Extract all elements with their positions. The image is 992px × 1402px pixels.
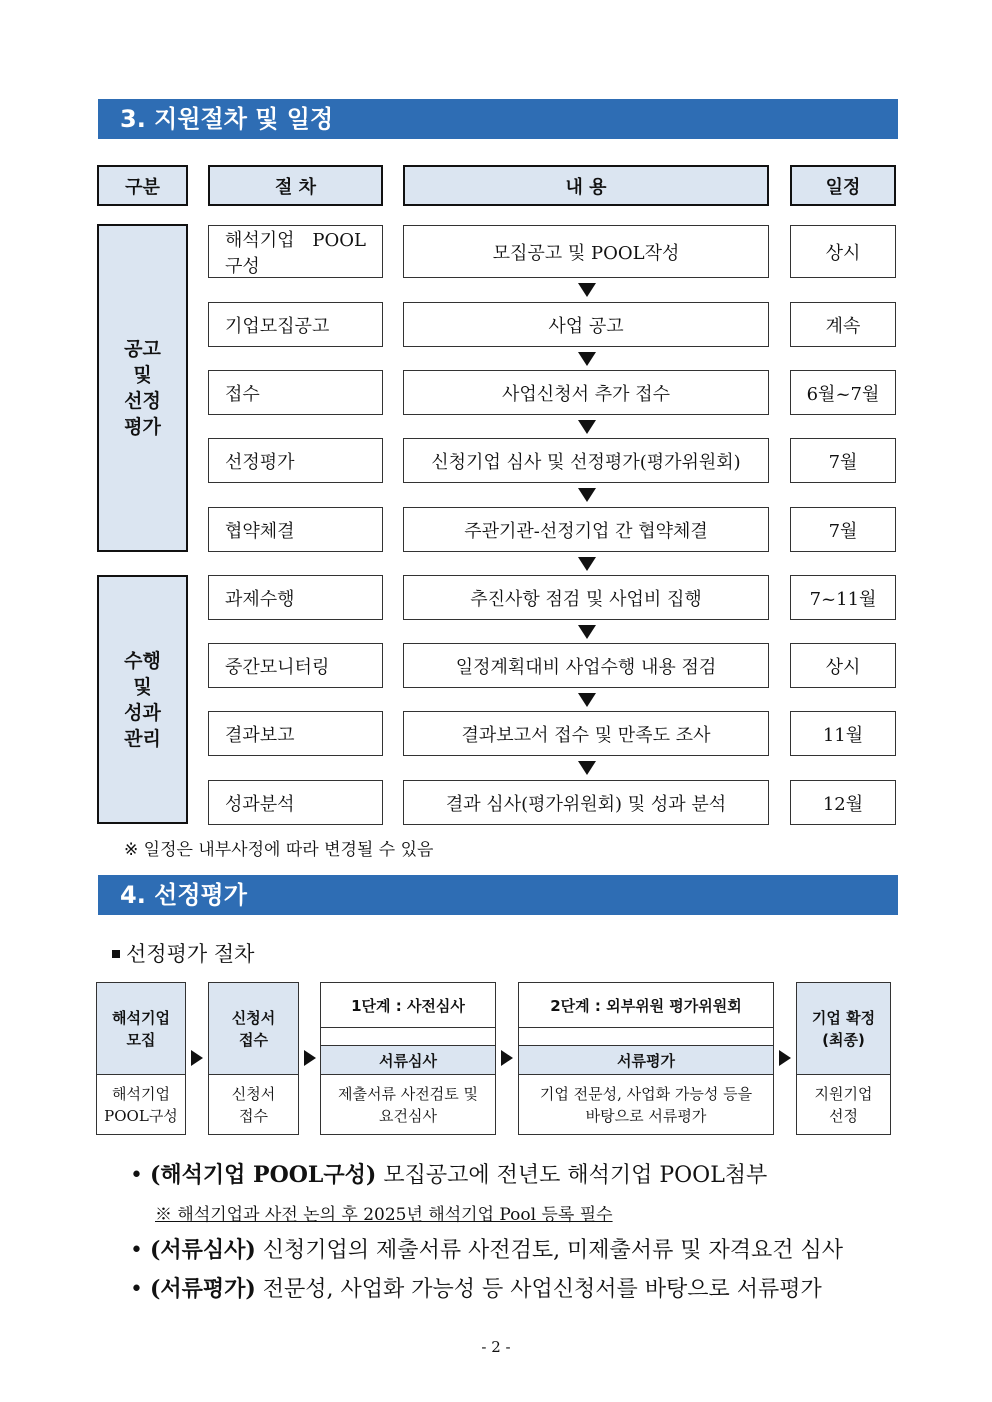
arrow-down-icon (578, 625, 596, 639)
procedure-step (208, 780, 383, 825)
header-group: 구분 (97, 165, 188, 206)
procedure-content: 모집공고 및 POOL작성 (403, 225, 769, 278)
procedure-step (208, 302, 383, 347)
flow-step-desc: 지원기업 선정 (814, 1084, 873, 1125)
header-content: 내 용 (403, 165, 769, 206)
bullet-item: • (서류평가) 전문성, 사업화 가능성 등 사업신청서를 바탕으로 서류평가 (130, 1276, 822, 1302)
page-number: - 2 - (481, 1338, 511, 1356)
arrow-down-icon (578, 693, 596, 707)
procedure-content: 일정계획대비 사업수행 내용 점검 (403, 643, 769, 688)
pool-registration-note: ※ 해석기업과 사전 논의 후 2025년 해석기업 Pool 등록 필수 (155, 1205, 613, 1225)
procedure-schedule: 7월 (790, 507, 896, 552)
arrow-down-icon (578, 420, 596, 434)
subtitle (112, 938, 254, 968)
procedure-schedule: 상시 (790, 225, 896, 278)
section-3-title: 3. 지원절차 및 일정 (98, 99, 898, 139)
procedure-step (208, 711, 383, 756)
procedure-schedule: 7~11월 (790, 575, 896, 620)
procedure-step-label: 중간모니터링 (225, 656, 330, 678)
procedure-content: 신청기업 심사 및 선정평가(평가위원회) (403, 438, 769, 483)
flow-step-desc: 신청서 접수 (231, 1084, 276, 1125)
procedure-step (208, 643, 383, 688)
flow-step-recruit (96, 982, 186, 1135)
procedure-step-label: 기업모집공고 (225, 315, 330, 337)
subtitle-text: 선정평가 절차 (126, 942, 255, 966)
procedure-step-label: 과제수행 (225, 588, 295, 610)
procedure-step-label: 접수 (225, 383, 260, 405)
procedure-step-label: 해석기업 POOL 구성 (225, 229, 366, 277)
schedule-note: ※ 일정은 내부사정에 따라 변경될 수 있음 (124, 840, 434, 860)
flow-stage-sub: 서류심사 (321, 1046, 495, 1075)
group-announcement-selection (97, 224, 188, 552)
header-step: 절 차 (208, 165, 383, 206)
flow-step-application (208, 982, 299, 1135)
flow-step-desc: 해석기업 POOL구성 (104, 1084, 178, 1125)
flow-stage-spacer (321, 1028, 495, 1046)
procedure-schedule: 6월~7월 (790, 370, 896, 415)
header-schedule: 일정 (790, 165, 896, 206)
procedure-content: 추진사항 점검 및 사업비 집행 (403, 575, 769, 620)
flow-step-title: 기업 확정 (최종) (797, 983, 890, 1075)
procedure-step (208, 225, 383, 278)
arrow-down-icon (578, 761, 596, 775)
arrow-down-icon (578, 557, 596, 571)
flow-stage-title: 2단계 : 외부위원 평가위원회 (519, 983, 773, 1028)
procedure-schedule: 7월 (790, 438, 896, 483)
procedure-step (208, 575, 383, 620)
procedure-schedule: 상시 (790, 643, 896, 688)
procedure-step (208, 370, 383, 415)
bullet-dot-icon: • (130, 1163, 150, 1188)
procedure-content: 결과보고서 접수 및 만족도 조사 (403, 711, 769, 756)
procedure-schedule: 11월 (790, 711, 896, 756)
arrow-right-icon (779, 1050, 791, 1066)
procedure-step-label: 결과보고 (225, 724, 295, 746)
flow-step-title: 신청서 접수 (209, 983, 298, 1075)
arrow-down-icon (578, 352, 596, 366)
procedure-step-label: 성과분석 (225, 793, 295, 815)
group-execution-management (97, 575, 188, 824)
flow-stage-title: 1단계 : 사전심사 (321, 983, 495, 1028)
flow-stage-spacer (519, 1028, 773, 1046)
procedure-step-label: 협약체결 (225, 520, 295, 542)
procedure-content: 사업신청서 추가 접수 (403, 370, 769, 415)
procedure-content: 사업 공고 (403, 302, 769, 347)
procedure-schedule: 12월 (790, 780, 896, 825)
arrow-right-icon (191, 1050, 203, 1066)
procedure-content: 결과 심사(평가위원회) 및 성과 분석 (403, 780, 769, 825)
arrow-right-icon (501, 1050, 513, 1066)
square-bullet-icon (112, 950, 120, 958)
bullet-dot-icon: • (130, 1277, 150, 1302)
procedure-content: 주관기관-선정기업 간 협약체결 (403, 507, 769, 552)
bullet-item: • (서류심사) 신청기업의 제출서류 사전검토, 미제출서류 및 자격요건 심사 (130, 1237, 844, 1263)
flow-step-stage1 (320, 982, 496, 1135)
flow-step-title: 해석기업 모집 (97, 983, 185, 1075)
flow-step-desc: 제출서류 사전검토 및 요건심사 (338, 1084, 478, 1125)
arrow-down-icon (578, 283, 596, 297)
bullet-dot-icon: • (130, 1238, 150, 1263)
section-4-title: 4. 선정평가 (98, 875, 898, 915)
group-label: 수행 및 성과 관리 (124, 649, 161, 750)
procedure-step-label: 선정평가 (225, 451, 295, 473)
procedure-schedule: 계속 (790, 302, 896, 347)
flow-step-desc: 기업 전문성, 사업화 가능성 등을 바탕으로 서류평가 (539, 1084, 753, 1125)
flow-stage-sub: 서류평가 (519, 1046, 773, 1075)
flow-step-stage2 (518, 982, 774, 1135)
bullet-item: • (해석기업 POOL구성) 모집공고에 전년도 해석기업 POOL첨부 (130, 1162, 768, 1188)
arrow-right-icon (304, 1050, 316, 1066)
flow-step-confirm (796, 982, 891, 1135)
group-label: 공고 및 선정 평가 (124, 338, 161, 438)
procedure-step (208, 507, 383, 552)
procedure-step (208, 438, 383, 483)
arrow-down-icon (578, 488, 596, 502)
